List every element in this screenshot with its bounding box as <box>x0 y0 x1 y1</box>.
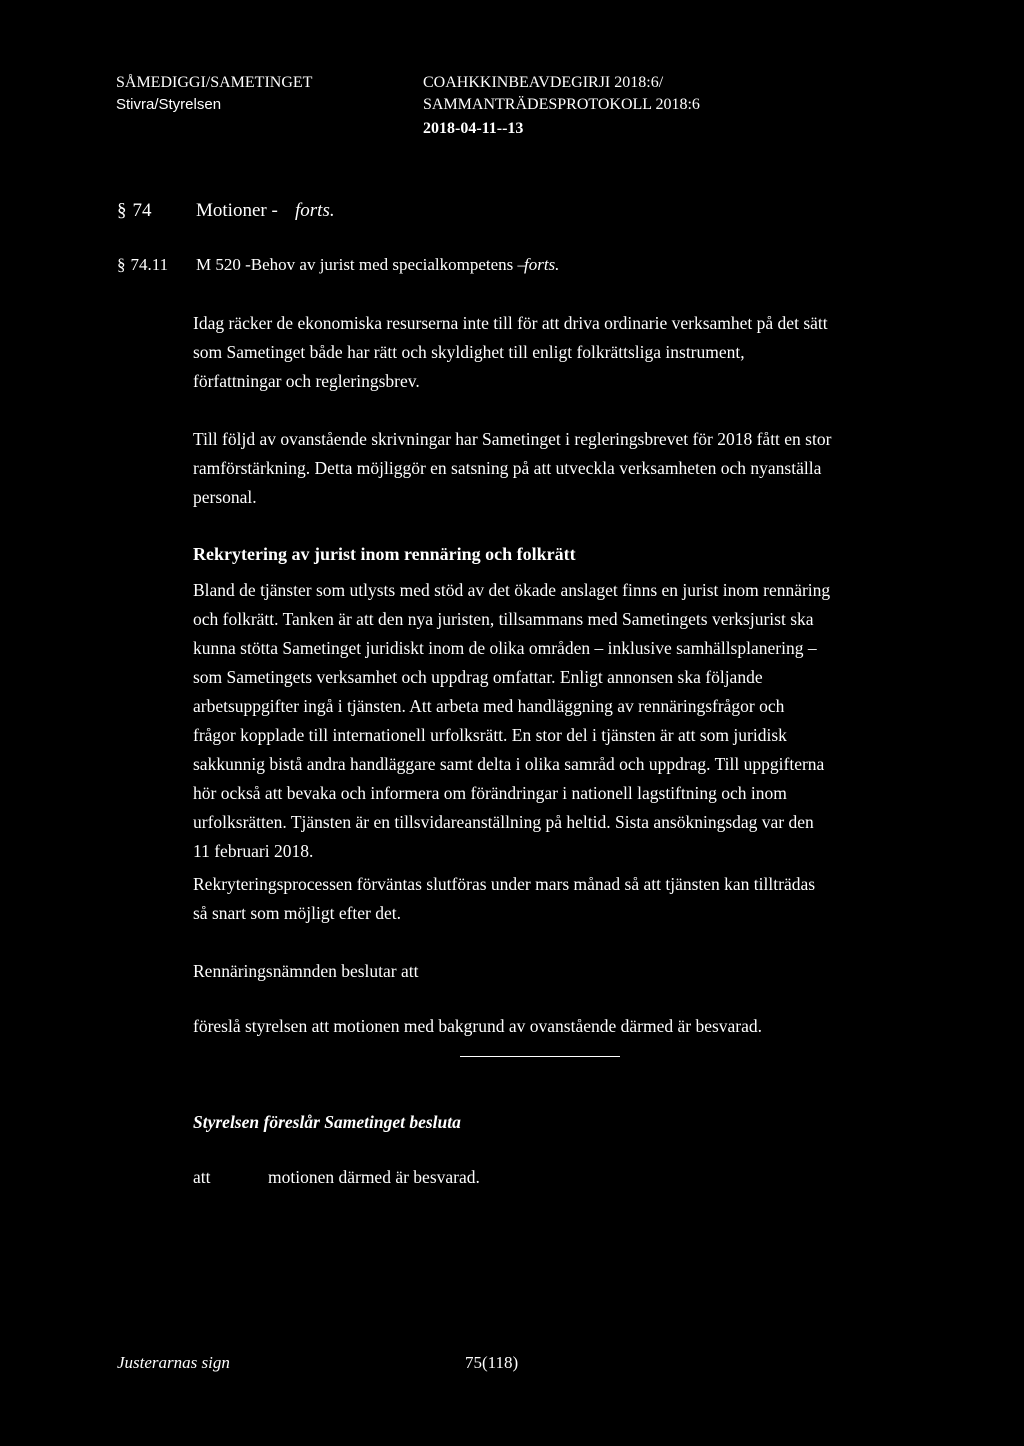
separator-rule <box>460 1056 620 1057</box>
paragraph-line: Bland de tjänster som utlysts med stöd av det ökade anslaget finns en jurist inom rennäring <box>193 580 831 600</box>
board-decides-line: Rennäringsnämnden beslutar att <box>193 961 419 981</box>
header-unit: Stivra/Styrelsen <box>116 96 222 113</box>
subsection-number: 74.11 <box>130 255 169 274</box>
paragraph-line: så snart som möjligt efter det. <box>193 903 402 923</box>
paragraph-line: och folkrätt. Tanken är att den nya juristen, tillsammans med Sametingets verksjurist ska <box>193 609 814 629</box>
paragraph-line: som Sametingets verksamhet och uppdrag omfattar. Enligt annonsen ska följande <box>193 667 763 687</box>
subsection-symbol: § <box>117 255 126 274</box>
paragraph-line: som Sametinget både har rätt och skyldighet till enligt folkrättsliga instrument, <box>193 342 745 362</box>
paragraph-1 <box>193 309 963 396</box>
paragraph-3 <box>193 576 963 866</box>
header-date: 2018-04-11--13 <box>423 120 524 137</box>
paragraph-2 <box>193 425 963 512</box>
section-number: 74 <box>132 200 152 221</box>
subsection-title: M 520 -Behov av jurist med specialkompetens – <box>196 255 527 274</box>
subsection-title-suffix: forts. <box>524 255 560 274</box>
recruitment-heading: Rekrytering av jurist inom rennäring och folkrätt <box>193 544 576 564</box>
paragraph-line: arbetsuppgifter ingå i tjänsten. Att arbeta med handläggning av rennäringsfrågor och <box>193 696 785 716</box>
paragraph-line: sakkunnig bistå andra handläggare samt delta i olika samråd och uppdrag. Till uppgifterna <box>193 754 825 774</box>
footer-page-number: 75(118) <box>465 1353 519 1372</box>
paragraph-line: författningar och regleringsbrev. <box>193 371 420 391</box>
decision-att-label: att <box>193 1167 211 1187</box>
footer-sign-label: Justerarnas sign <box>117 1353 230 1372</box>
subsection-heading <box>117 255 560 275</box>
paragraph-line: Rekryteringsprocessen förväntas slutföras under mars månad så att tjänsten kan tillträdas <box>193 874 816 894</box>
header-doc-ref: COAHKKINBEAVDEGIRJI 2018:6/ <box>423 74 664 91</box>
section-title: Motioner - <box>196 200 278 221</box>
paragraph-line: Till följd av ovanstående skrivningar har Sametinget i regleringsbrevet för 2018 fått en stor <box>193 429 832 449</box>
paragraph-line: ramförstärkning. Detta möjliggör en satsning på att utveckla verksamheten och nyanställa <box>193 458 822 478</box>
section-symbol: § <box>117 200 127 221</box>
header-org: SÅMEDIGGI/SAMETINGET <box>116 74 313 91</box>
decision-heading: Styrelsen föreslår Sametinget besluta <box>193 1112 461 1132</box>
paragraph-line: Idag räcker de ekonomiska resurserna inte till för att driva ordinarie verksamhet på det sätt <box>193 313 828 333</box>
paragraph-line: personal. <box>193 487 257 507</box>
proposal-line: föreslå styrelsen att motionen med bakgrund av ovanstående därmed är besvarad. <box>193 1016 763 1036</box>
section-heading <box>117 200 335 222</box>
paragraph-line: urfolksrätten. Tjänsten är en tillsvidareanställning på heltid. Sista ansökningsdag var den <box>193 812 814 832</box>
header-protocol: SAMMANTRÄDESPROTOKOLL 2018:6 <box>423 96 700 113</box>
decision-text: motionen därmed är besvarad. <box>268 1167 480 1187</box>
paragraph-line: frågor kopplade till internationell urfolksrätt. En stor del i tjänsten är att som juridisk <box>193 725 787 745</box>
paragraph-line: kunna stötta Sametinget juridiskt inom de olika områden – inklusive samhällsplanering – <box>193 638 817 658</box>
section-title-suffix: forts. <box>295 200 335 221</box>
paragraph-4 <box>193 870 963 928</box>
paragraph-line: hör också att bevaka och informera om förändringar i nationell lagstiftning och inom <box>193 783 787 803</box>
paragraph-line: 11 februari 2018. <box>193 841 314 861</box>
